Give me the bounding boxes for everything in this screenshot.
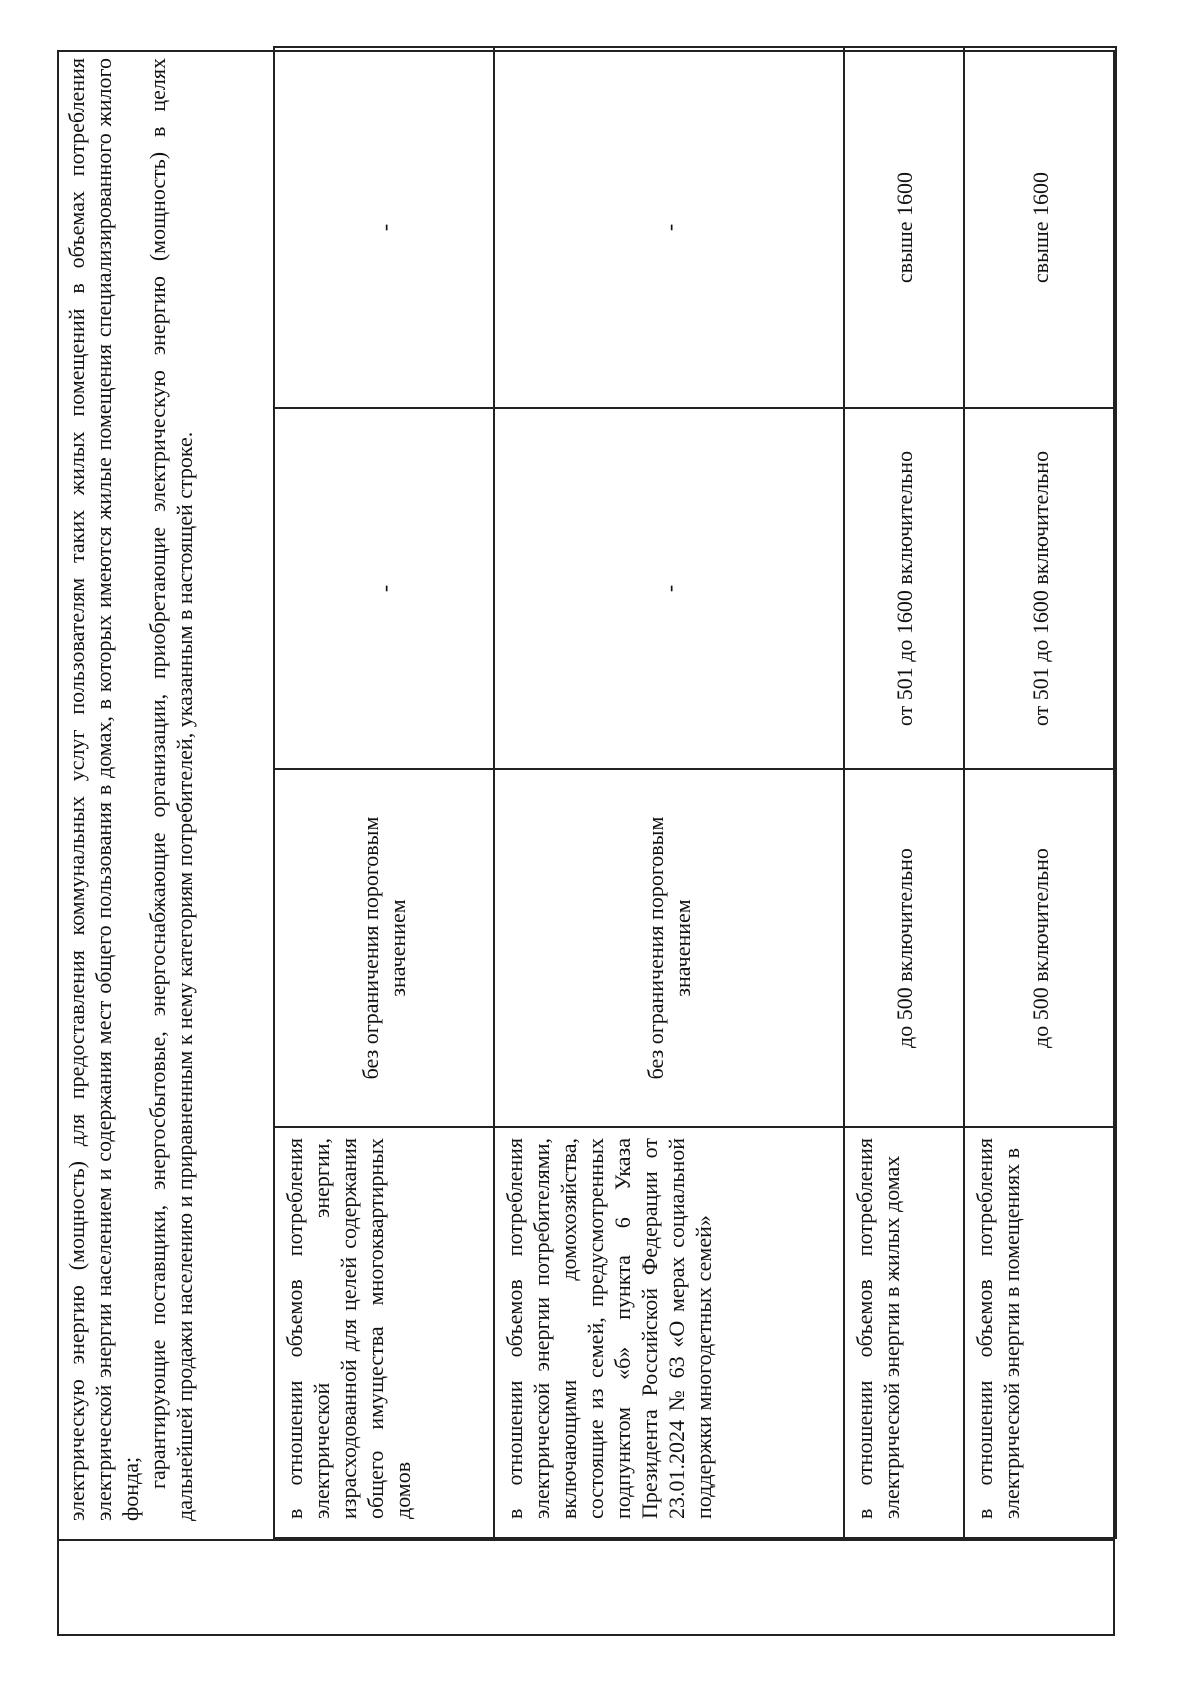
intro-text: [57, 48, 273, 1539]
table-row: [494, 47, 844, 1538]
threshold-third: -: [274, 47, 494, 408]
threshold-first: до 500 включительно: [964, 769, 1116, 1127]
threshold-first: без ограничения пороговым значением: [274, 769, 494, 1127]
threshold-table: [273, 46, 1117, 1539]
row-description: в отношении объемов потребления электрической энергии в жилых домах: [844, 1127, 964, 1538]
row-description: в отношении объемов потребления электрической энергии в помещениях в: [964, 1127, 1116, 1538]
row-description: в отношении объемов потребления электрической энергии потребителями, включающими домохозяйства, состоящие из семей, предусмотренных подпунктом «б» пункта 6 Указа Президента Российской Федерации от 23.01.2024 № 63 «О мерах социальной поддержки многодетных семей»: [494, 1127, 844, 1538]
threshold-second: -: [274, 408, 494, 769]
table-row: [964, 47, 1116, 1538]
threshold-second: -: [494, 408, 844, 769]
threshold-third: свыше 1600: [964, 47, 1116, 408]
threshold-third: свыше 1600: [844, 47, 964, 408]
threshold-third: -: [494, 47, 844, 408]
table-row: [274, 47, 494, 1538]
row-description: в отношении объемов потребления электрической энергии, израсходованной для целей содержания общего имущества многоквартирных домов: [274, 1127, 494, 1538]
threshold-second: от 501 до 1600 включительно: [964, 408, 1116, 769]
table-row: [844, 47, 964, 1538]
intro-paragraph-2: гарантирующие поставщики, энергосбытовые, энергоснабжающие организации, приобретающие электрическую энергию (мощность) в целях дальнейшей продажи населению и приравненным к нему категориям потребителей, указанным в настоящей строке.: [145, 58, 197, 1521]
threshold-first: до 500 включительно: [844, 769, 964, 1127]
threshold-first: без ограничения пороговым значением: [494, 769, 844, 1127]
threshold-second: от 501 до 1600 включительно: [844, 408, 964, 769]
intro-paragraph-1: электрическую энергию (мощность) для предоставления коммунальных услуг пользователям таких жилых помещений в объемах потребления электрической энергии населением и содержания мест общего пользования в домах, в которых имеются жилые помещения специализированного жилого фонда;: [64, 58, 143, 1521]
rotated-table-content: [57, 48, 1115, 1539]
empty-column-divider: [57, 1539, 1115, 1541]
